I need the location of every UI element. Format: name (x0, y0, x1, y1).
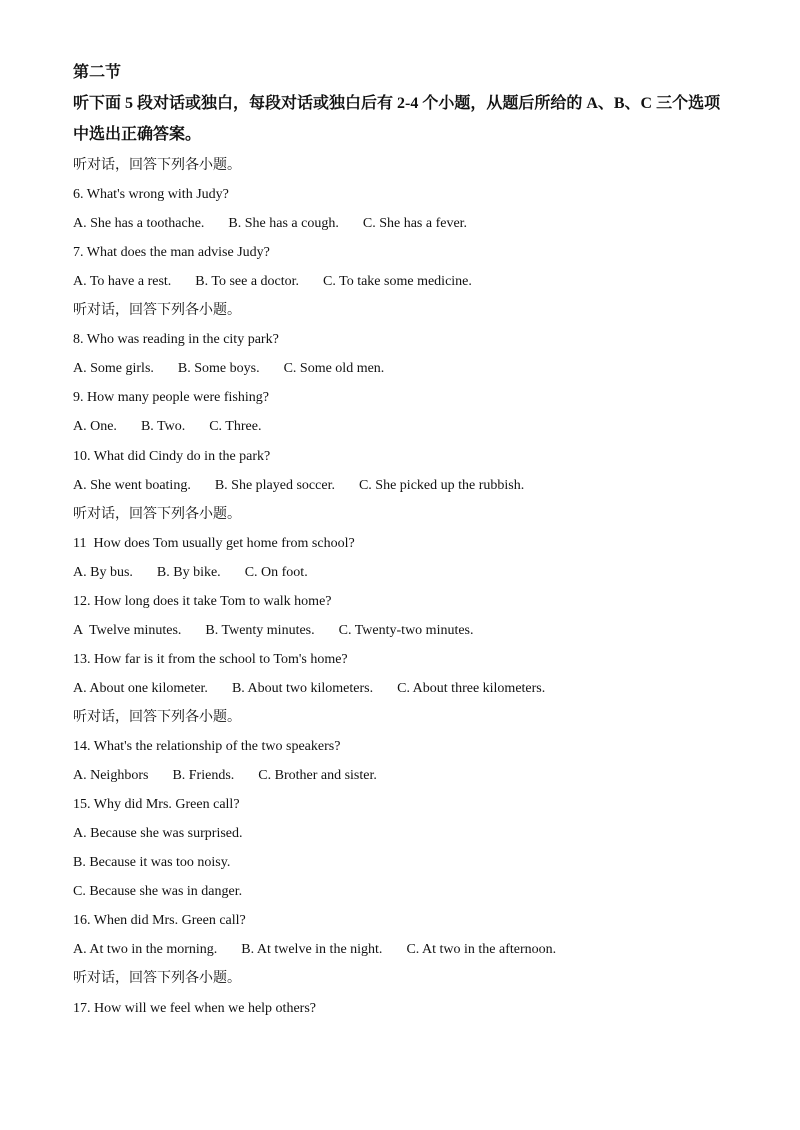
question-text: 15. Why did Mrs. Green call? (73, 797, 240, 813)
option-line: B. Because it was too noisy. (73, 855, 231, 871)
option-c: C. Brother and sister. (258, 768, 377, 784)
listening-prompt: 听对话，回答下列各小题。 (73, 158, 241, 173)
option-b: B. About two kilometers. (231, 680, 374, 696)
instructions-line-2: 中选出正确答案。 (73, 126, 202, 143)
options-row (73, 564, 308, 582)
option-b: B. She has a cough. (228, 216, 339, 232)
options-row (73, 215, 467, 233)
question-text: 17. How will we feel when we help others? (73, 1000, 316, 1016)
listening-prompt: 听对话，回答下列各小题。 (73, 710, 241, 725)
option-a: A. One. (73, 419, 117, 435)
options-row (73, 273, 472, 291)
option-line: A. Because she was surprised. (73, 826, 243, 842)
option-b: B. Two. (140, 419, 186, 435)
question-text: 9. How many people were fishing? (73, 390, 269, 406)
instructions-line-1: 听下面 5 段对话或独白，每段对话或独白后有 2-4 个小题，从题后所给的 A、B、C 三个选项 (73, 95, 721, 112)
option-b: B. Twenty minutes. (205, 622, 315, 638)
option-a: A. To have a rest. (73, 274, 172, 290)
option-c: C. On foot. (244, 564, 308, 580)
listening-prompt: 听对话，回答下列各小题。 (73, 971, 241, 987)
listening-prompt: 听对话，回答下列各小题。 (73, 303, 241, 319)
option-c: C. At two in the afternoon. (406, 942, 557, 958)
question-text: 14. What's the relationship of the two speakers? (73, 739, 341, 754)
question-text: 10. What did Cindy do in the park? (73, 448, 271, 464)
question-text: 16. When did Mrs. Green call? (73, 913, 246, 929)
question-text: 11 How does Tom usually get home from school? (73, 535, 355, 551)
option-line: C. Because she was in danger. (73, 884, 243, 900)
question-text: 12. How long does it take Tom to walk home? (73, 593, 332, 609)
option-c: C. To take some medicine. (323, 274, 472, 290)
option-b: B. By bike. (156, 564, 221, 580)
option-c: C. She has a fever. (362, 216, 468, 232)
option-c: C. Three. (209, 419, 262, 435)
options-row (73, 418, 261, 436)
option-a: A. At two in the morning. (73, 942, 218, 958)
option-a: A. She has a toothache. (73, 216, 205, 232)
question-text: 6. What's wrong with Judy? (73, 187, 229, 203)
option-a: A. Some girls. (73, 361, 154, 377)
options-row (73, 680, 545, 698)
question-text: 13. How far is it from the school to Tom's home? (73, 651, 348, 667)
option-c: C. About three kilometers. (397, 680, 546, 696)
option-a: A Twelve minutes. (73, 622, 182, 638)
option-c: C. Some old men. (283, 361, 385, 377)
option-b: B. Some boys. (177, 361, 260, 377)
option-b: B. She played soccer. (214, 477, 335, 493)
option-a: A. Neighbors (73, 768, 149, 784)
option-a: A. By bus. (73, 564, 133, 580)
option-c: C. Twenty-two minutes. (338, 622, 474, 638)
question-text: 7. What does the man advise Judy? (73, 245, 270, 261)
options-row (73, 767, 377, 785)
question-text: 8. Who was reading in the city park? (73, 332, 279, 348)
option-b: B. To see a doctor. (195, 274, 300, 290)
listening-prompt: 听对话，回答下列各小题。 (73, 506, 241, 522)
options-row (73, 622, 474, 640)
option-b: B. At twelve in the night. (241, 942, 383, 958)
options-row (73, 941, 556, 959)
option-c: C. She picked up the rubbish. (358, 477, 525, 493)
option-a: A. About one kilometer. (73, 680, 208, 696)
options-row (73, 360, 384, 378)
option-b: B. Friends. (172, 768, 235, 784)
option-a: A. She went boating. (73, 477, 191, 493)
options-row (73, 477, 524, 495)
section-title: 第二节 (73, 64, 122, 81)
